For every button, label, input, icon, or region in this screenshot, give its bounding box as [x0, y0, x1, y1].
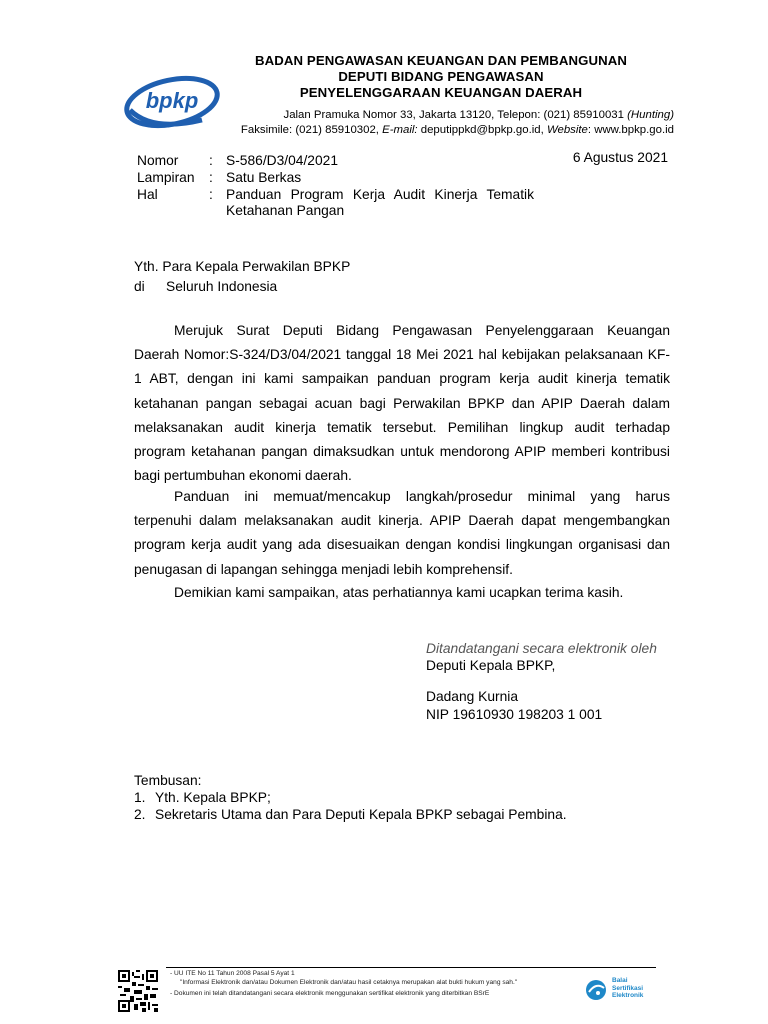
org-name-line3: PENYELENGGARAAN KEUANGAN DAERAH: [299, 85, 583, 100]
hal-value-line1: Panduan Program Kerja Audit Kinerja Tematik: [226, 187, 534, 202]
website-value: : www.bpkp.go.id: [587, 124, 674, 136]
bpkp-logo: [122, 72, 224, 132]
qr-code: [118, 970, 158, 1012]
body-paragraph-1: [134, 323, 670, 492]
lampiran-label: Lampiran: [137, 170, 195, 185]
bsre-text: [612, 977, 643, 1000]
bsre-line-3: Elektronik: [612, 992, 644, 999]
signer-nip: NIP 19610930 198203 1 001: [426, 707, 603, 722]
bsre-line-1: Balai: [612, 977, 628, 984]
e-signature-note: Ditandatangani secara elektronik oleh: [426, 641, 657, 656]
p1-line-1: Merujuk Surat Deputi Bidang Pengawasan Penyelenggaraan Keuangan: [174, 323, 670, 338]
org-name-line2: DEPUTI BIDANG PENGAWASAN: [338, 69, 544, 84]
hal-value-line2: Ketahanan Pangan: [226, 203, 345, 218]
bsre-line-2: Sertifikasi: [612, 984, 644, 992]
fax-text: Faksimile: (021) 85910302,: [240, 124, 383, 136]
hal-colon: :: [209, 187, 213, 202]
p2-line-4: penugasan di lapangan sehingga menjadi lebih komprehensif.: [134, 561, 513, 577]
p2-line-1: Panduan ini memuat/mencakup langkah/prosedur minimal yang harus: [174, 489, 670, 504]
addressee-location: Seluruh Indonesia: [166, 279, 278, 294]
address-hunting: (Hunting): [627, 109, 674, 121]
nomor-value: S-586/D3/04/2021: [226, 153, 338, 168]
p2-line-2: terpenuhi dalam melaksanakan audit kinerja. APIP Daerah dapat mengembangkan: [134, 513, 670, 529]
nomor-colon: :: [209, 153, 213, 168]
cc-item-1-num: 1.: [134, 790, 146, 805]
cc-item-2-text: Sekretaris Utama dan Para Deputi Kepala BPKP sebagai Pembina.: [155, 807, 567, 822]
website-label: Website: [546, 124, 588, 136]
addressee-di: di: [134, 279, 145, 294]
address-text: Jalan Pramuka Nomor 33, Jakarta 13120, Telepon: (021) 85910031: [283, 109, 628, 121]
footer-law-ref: - UU ITE No 11 Tahun 2008 Pasal 5 Ayat 1: [170, 970, 295, 977]
contact-line: [241, 124, 674, 136]
footer-divider: [166, 967, 656, 968]
body-paragraph-3: Demikian kami sampaikan, atas perhatiannya kami ucapkan terima kasih.: [174, 585, 624, 600]
logo-text: bpkp: [145, 88, 199, 113]
signer-name: Dadang Kurnia: [426, 689, 519, 704]
p1-line-7: bagi pertumbuhan ekonomi daerah.: [134, 468, 352, 484]
address-line: [284, 109, 675, 121]
body-paragraph-2: [134, 489, 670, 586]
lampiran-value: Satu Berkas: [226, 170, 302, 185]
p1-line-2: Daerah Nomor:S-324/D3/04/2021 tanggal 18 Mei 2021 hal kebijakan pelaksanaan KF-: [134, 347, 670, 363]
bsre-logo: [584, 976, 674, 1004]
hal-label: Hal: [137, 187, 158, 202]
p1-line-3: 1 ABT, dengan ini kami sampaikan panduan program kerja audit kinerja tematik: [134, 371, 670, 387]
email-value: deputippkd@bpkp.go.id,: [417, 124, 547, 136]
footer-esign-note: - Dokumen ini telah ditandatangani secara elektronik menggunakan sertifikat elektronik yang diterbitkan BSrE: [170, 990, 490, 997]
p2-line-3: program kerja audit yang ada disesuaikan dengan kondisi lingkungan organisasi dan: [134, 537, 670, 553]
footer-law-quote: "Informasi Elektronik dan/atau Dokumen Elektronik dan/atau hasil cetaknya merupakan alat bukti hukum yang sah.": [180, 979, 518, 986]
nomor-label: Nomor: [137, 153, 179, 168]
cc-item-2-num: 2.: [134, 807, 146, 822]
signer-position: Deputi Kepala BPKP,: [426, 658, 556, 673]
email-label: E-mail:: [382, 124, 418, 136]
cc-title: Tembusan:: [134, 773, 202, 788]
cc-item-1-text: Yth. Kepala BPKP;: [155, 790, 271, 805]
p1-line-4: ketahanan pangan sebagai acuan bagi Perwakilan BPKP dan APIP Daerah dalam: [134, 395, 670, 411]
p1-line-5: melaksanakan audit kinerja tematik tersebut. Pemilihan lingkup audit terhadap: [134, 419, 670, 435]
lampiran-colon: :: [209, 170, 213, 185]
org-name-line1: BADAN PENGAWASAN KEUANGAN DAN PEMBANGUNAN: [255, 53, 627, 68]
letter-date: 6 Agustus 2021: [572, 150, 668, 165]
p1-line-6: program ketahanan pangan dimaksudkan untuk mendorong APIP memberi kontribusi: [134, 443, 670, 459]
addressee-title: Yth. Para Kepala Perwakilan BPKP: [134, 259, 351, 274]
